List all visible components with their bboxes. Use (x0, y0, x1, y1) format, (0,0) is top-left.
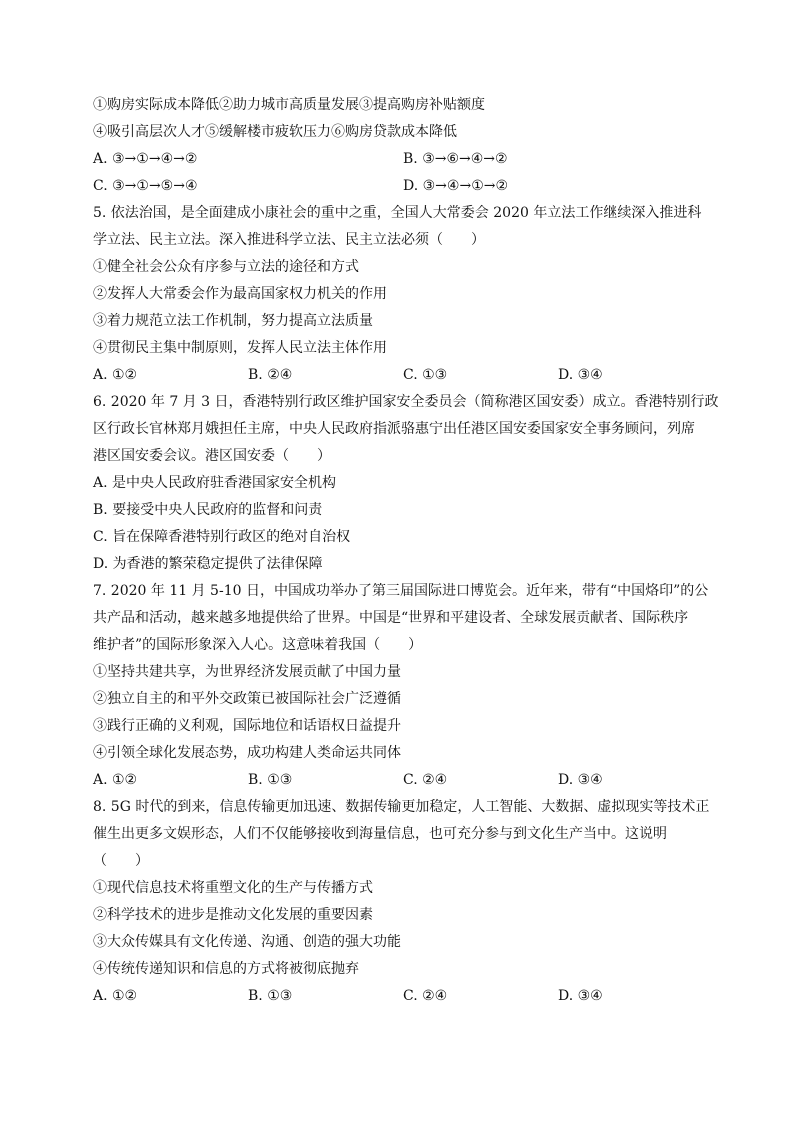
q6-stem-line-1: 6. 2020 年 7 月 3 日，香港特别行政区维护国家安全委员会（简称港区国安委）成立。香港特别行政 (93, 394, 719, 410)
question-content (93, 92, 719, 1010)
q8-item-2: ②科学技术的进步是推动文化发展的重要因素 (93, 907, 373, 923)
q8-option-c: C. ②④ (403, 988, 448, 1004)
q8-item-1: ①现代信息技术将重塑文化的生产与传播方式 (93, 880, 373, 896)
q5-item-4: ④贯彻民主集中制原则，发挥人民立法主体作用 (93, 340, 387, 356)
q5-item-1: ①健全社会公众有序参与立法的途径和方式 (93, 259, 359, 275)
q6-stem-line-2: 区行政长官林郑月娥担任主席，中央人民政府指派骆惠宁出任港区国安委国家安全事务顾问，列席 (93, 421, 695, 437)
q8-option-a: A. ①② (93, 988, 138, 1004)
q7-item-3: ③践行正确的义利观，国际地位和话语权日益提升 (93, 718, 401, 734)
q4-option-d: D. ③→④→①→② (403, 178, 509, 194)
q7-option-b: B. ①③ (248, 772, 293, 788)
q7-item-4: ④引领全球化发展态势，成功构建人类命运共同体 (93, 745, 401, 761)
q5-stem-line-1: 5. 依法治国，是全面建成小康社会的重中之重，全国人大常委会 2020 年立法工作继续深入推进科 (93, 205, 702, 221)
q5-option-b: B. ②④ (248, 367, 293, 383)
q6-stem-line-3: 港区国安委会议。港区国安委（ ） (93, 448, 331, 464)
q6-option-a: A. 是中央人民政府驻香港国家安全机构 (93, 475, 337, 491)
q7-item-1: ①坚持共建共享，为世界经济发展贡献了中国力量 (93, 664, 401, 680)
q4-items-line-2: ④吸引高层次人才⑤缓解楼市疲软压力⑥购房贷款成本降低 (93, 124, 457, 140)
q7-options (93, 767, 713, 794)
q8-item-4: ④传统传递知识和信息的方式将被彻底抛弃 (93, 961, 359, 977)
q8-item-3: ③大众传媒具有文化传递、沟通、创造的强大功能 (93, 934, 401, 950)
q7-option-c: C. ②④ (403, 772, 448, 788)
q5-stem-line-2: 学立法、民主立法。深入推进科学立法、民主立法必须（ ） (93, 232, 485, 248)
q4-option-a: A. ③→①→④→② (93, 151, 198, 167)
q8-stem-line-3: （ ） (93, 853, 149, 869)
q5-option-a: A. ①② (93, 367, 138, 383)
q4-options-row-2 (93, 173, 713, 200)
q7-stem-line-3: 维护者”的国际形象深入人心。这意味着我国（ ） (93, 637, 423, 653)
q6-option-b: B. 要接受中央人民政府的监督和问责 (93, 502, 323, 518)
q4-option-b: B. ③→⑥→④→② (403, 151, 508, 167)
q8-stem-line-1: 8. 5G 时代的到来，信息传输更加迅速、数据传输更加稳定，人工智能、大数据、虚拟现实等技术正 (93, 799, 710, 815)
q7-option-a: A. ①② (93, 772, 138, 788)
q5-item-3: ③着力规范立法工作机制，努力提高立法质量 (93, 313, 373, 329)
q7-stem-line-1: 7. 2020 年 11 月 5-10 日，中国成功举办了第三届国际进口博览会。近年来，带有“中国烙印”的公 (93, 583, 709, 599)
q5-option-d: D. ③④ (558, 367, 603, 383)
q5-item-2: ②发挥人大常委会作为最高国家权力机关的作用 (93, 286, 387, 302)
q8-options (93, 983, 713, 1010)
q8-option-b: B. ①③ (248, 988, 293, 1004)
q4-options-row-1 (93, 146, 713, 173)
q8-stem-line-2: 催生出更多文娱形态，人们不仅能够接收到海量信息，也可充分参与到文化生产当中。这说明 (93, 826, 667, 842)
q4-option-c: C. ③→①→⑤→④ (93, 178, 198, 194)
q6-option-c: C. 旨在保障香港特别行政区的绝对自治权 (93, 529, 351, 545)
q5-options (93, 362, 713, 389)
q8-option-d: D. ③④ (558, 988, 603, 1004)
q7-item-2: ②独立自主的和平外交政策已被国际社会广泛遵循 (93, 691, 401, 707)
q5-option-c: C. ①③ (403, 367, 448, 383)
q6-option-d: D. 为香港的繁荣稳定提供了法律保障 (93, 556, 323, 572)
q7-stem-line-2: 共产品和活动，越来越多地提供给了世界。中国是“世界和平建设者、全球发展贡献者、国际秩序 (93, 610, 689, 626)
q7-option-d: D. ③④ (558, 772, 603, 788)
q4-items-line-1: ①购房实际成本降低②助力城市高质量发展③提高购房补贴额度 (93, 97, 485, 113)
